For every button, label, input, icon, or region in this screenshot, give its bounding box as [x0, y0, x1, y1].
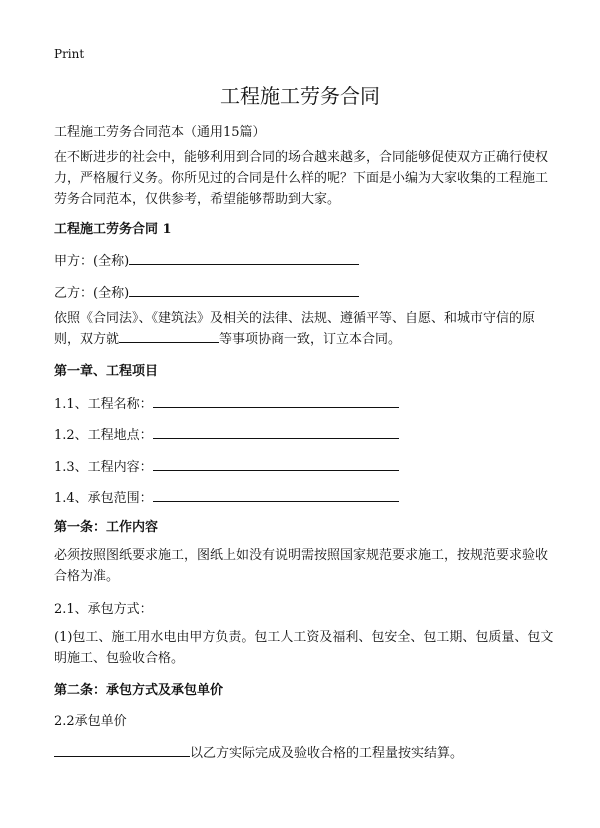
article-1-heading: 第一条：工作内容	[54, 520, 159, 535]
item-location-row	[54, 424, 399, 443]
settlement-blank	[54, 755, 190, 757]
document-title: 工程施工劳务合同	[220, 84, 380, 108]
party-b-row	[54, 282, 359, 301]
item-name-blank	[153, 406, 399, 408]
party-a-blank	[129, 263, 359, 265]
item-content-row	[54, 456, 399, 475]
party-a-label: 甲方：(全称)	[54, 254, 130, 269]
section-heading: 工程施工劳务合同 1	[54, 222, 172, 237]
settlement-text: 以乙方实际完成及验收合格的工程量按实结算。	[190, 746, 464, 761]
intro-paragraph: 在不断进步的社会中，能够利用到合同的场合越来越多，合同能够促使双方正确行使权力，严格履行义务。你所见过的合同是什么样的呢？下面是小编为大家收集的工程施工劳务合同范本，仅供参考，希望能够帮助到大家。	[54, 150, 549, 207]
basis-blank	[119, 341, 219, 343]
item-content-blank	[153, 469, 399, 471]
basis-paragraph	[54, 308, 554, 350]
basis-text-1: 依照《合同法》、《建筑法》及相关的法律、法规、遵循平等、自愿、和城市守信的原则，双方就	[54, 311, 536, 347]
settlement-row	[54, 742, 463, 761]
chapter-1-heading: 第一章、工程项目	[54, 364, 159, 379]
item-location-blank	[153, 437, 399, 439]
item-scope-blank	[153, 500, 399, 502]
method-detail-paragraph: (1)包工、施工用水电由甲方负责。包工人工资及福利、包安全、包工期、包质量、包文明施工、包验收合格。	[54, 630, 554, 666]
basis-text-2: 等事项协商一致，订立本合同。	[219, 332, 402, 347]
work-content-paragraph: 必须按照图纸要求施工，图纸上如没有说明需按照国家规范要求施工，按规范要求验收合格为准。	[54, 548, 549, 584]
document-subtitle: 工程施工劳务合同范本（通用15篇）	[54, 125, 266, 140]
item-content-label: 1.3、工程内容：	[54, 460, 153, 475]
item-scope-label: 1.4、承包范围：	[54, 491, 153, 506]
party-b-blank	[129, 295, 359, 297]
article-2-heading: 第二条：承包方式及承包单价	[54, 683, 224, 698]
item-location-label: 1.2、工程地点：	[54, 428, 153, 443]
item-method: 2.1、承包方式：	[54, 602, 153, 617]
item-name-row	[54, 393, 399, 412]
party-b-label: 乙方：(全称)	[54, 286, 130, 301]
item-name-label: 1.1、工程名称：	[54, 397, 153, 412]
party-a-row	[54, 250, 359, 269]
print-link[interactable]: Print	[54, 47, 85, 61]
item-price: 2.2承包单价	[54, 714, 127, 729]
item-scope-row	[54, 487, 399, 506]
